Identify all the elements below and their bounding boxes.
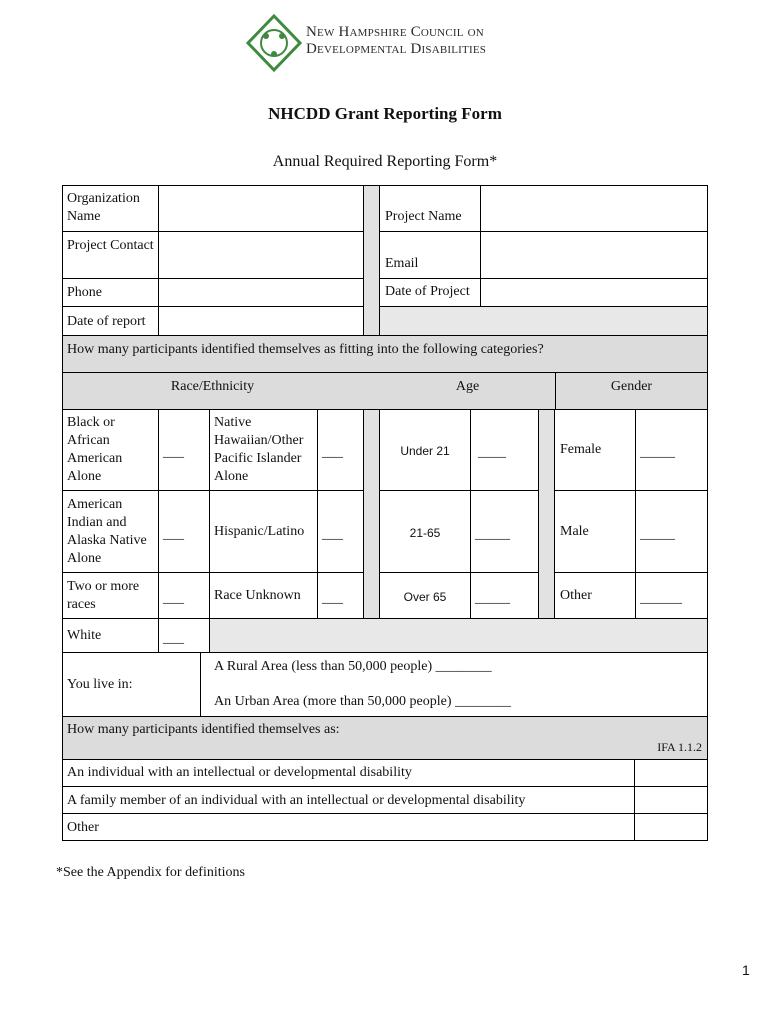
identity-row-individual: An individual with an intellectual or developmental disability bbox=[67, 765, 412, 780]
date-of-report-input[interactable] bbox=[159, 307, 362, 335]
two-or-more-races-label: Two or more races bbox=[67, 579, 140, 612]
identified-question: How many participants identified themselves as: bbox=[67, 722, 340, 737]
female-label: Female bbox=[560, 442, 602, 457]
categories-question: How many participants identified themselves as fitting into the following categories? bbox=[67, 342, 544, 357]
appendix-footnote: *See the Appendix for definitions bbox=[56, 865, 245, 880]
page-number: 1 bbox=[742, 962, 750, 978]
identity-family-member-input[interactable] bbox=[635, 787, 707, 813]
form-subtitle: Annual Required Reporting Form* bbox=[272, 153, 498, 170]
council-logo bbox=[246, 14, 516, 72]
you-live-in-label: You live in: bbox=[67, 677, 133, 692]
over-65-blank[interactable]: _____ bbox=[475, 591, 510, 606]
over-65-label: Over 65 bbox=[403, 590, 447, 604]
race-age-separator bbox=[363, 409, 380, 618]
council-name-line1: New Hampshire Council on bbox=[306, 24, 484, 40]
other-gender-label: Other bbox=[560, 588, 592, 603]
male-blank[interactable]: _____ bbox=[640, 527, 675, 542]
native-hawaiian-blank[interactable]: ___ bbox=[322, 445, 343, 460]
age-21-65-blank[interactable]: _____ bbox=[475, 527, 510, 542]
black-african-american-blank[interactable]: ___ bbox=[163, 445, 184, 460]
urban-area-option[interactable]: An Urban Area (more than 50,000 people) ________ bbox=[214, 694, 512, 709]
date-of-project-input[interactable] bbox=[481, 279, 707, 306]
gender-header: Gender bbox=[610, 379, 653, 394]
white-row-filler bbox=[209, 618, 708, 652]
white-blank[interactable]: ___ bbox=[163, 631, 184, 646]
other-gender-blank[interactable]: ______ bbox=[640, 591, 682, 606]
age-gender-separator bbox=[538, 409, 555, 618]
two-or-more-races-blank[interactable]: ___ bbox=[163, 591, 184, 606]
form-title: NHCDD Grant Reporting Form bbox=[268, 104, 502, 123]
phone-input[interactable] bbox=[159, 279, 362, 306]
identity-individual-input[interactable] bbox=[635, 760, 707, 786]
male-label: Male bbox=[560, 524, 589, 539]
date-of-project-label: Date of Project bbox=[385, 284, 470, 299]
race-ethnicity-header: Race/Ethnicity bbox=[170, 379, 255, 394]
white-label: White bbox=[67, 628, 102, 643]
project-name-label: Project Name bbox=[385, 209, 462, 224]
native-hawaiian-label: Native Hawaiian/Other Pacific Islander Alone bbox=[214, 415, 304, 484]
top-separator bbox=[363, 185, 380, 335]
american-indian-blank[interactable]: ___ bbox=[163, 527, 184, 542]
email-label: Email bbox=[385, 256, 419, 271]
rural-area-option[interactable]: A Rural Area (less than 50,000 people) ________ bbox=[214, 659, 492, 674]
ifa-code: IFA 1.1.2 bbox=[657, 740, 702, 754]
black-african-american-label: Black or African American Alone bbox=[67, 415, 123, 484]
hispanic-latino-blank[interactable]: ___ bbox=[322, 527, 343, 542]
identity-row-family-member: A family member of an individual with an intellectual or developmental disability bbox=[67, 793, 526, 808]
date-report-filler bbox=[380, 306, 708, 335]
under-21-blank[interactable]: ____ bbox=[478, 445, 506, 460]
american-indian-label: American Indian and Alaska Native Alone bbox=[67, 497, 147, 566]
date-of-report-label: Date of report bbox=[67, 314, 146, 329]
council-name-line2: Developmental Disabilities bbox=[306, 41, 487, 57]
race-unknown-label: Race Unknown bbox=[214, 588, 301, 603]
organization-name-input[interactable] bbox=[159, 186, 362, 231]
under-21-label: Under 21 bbox=[400, 444, 450, 458]
identity-row-other: Other bbox=[67, 820, 99, 835]
project-name-input[interactable] bbox=[481, 186, 707, 231]
project-contact-label: Project Contact bbox=[67, 238, 154, 253]
female-blank[interactable]: _____ bbox=[640, 445, 675, 460]
council-name bbox=[306, 24, 486, 58]
age-21-65-label: 21-65 bbox=[409, 526, 441, 540]
phone-label: Phone bbox=[67, 285, 102, 300]
organization-name-label: Organization Name bbox=[67, 191, 140, 224]
identity-other-input[interactable] bbox=[635, 814, 707, 840]
council-logo-icon bbox=[246, 14, 302, 72]
project-contact-input[interactable] bbox=[159, 232, 362, 278]
age-header: Age bbox=[455, 379, 480, 394]
email-input[interactable] bbox=[481, 232, 707, 278]
race-unknown-blank[interactable]: ___ bbox=[322, 591, 343, 606]
hispanic-latino-label: Hispanic/Latino bbox=[214, 524, 305, 539]
